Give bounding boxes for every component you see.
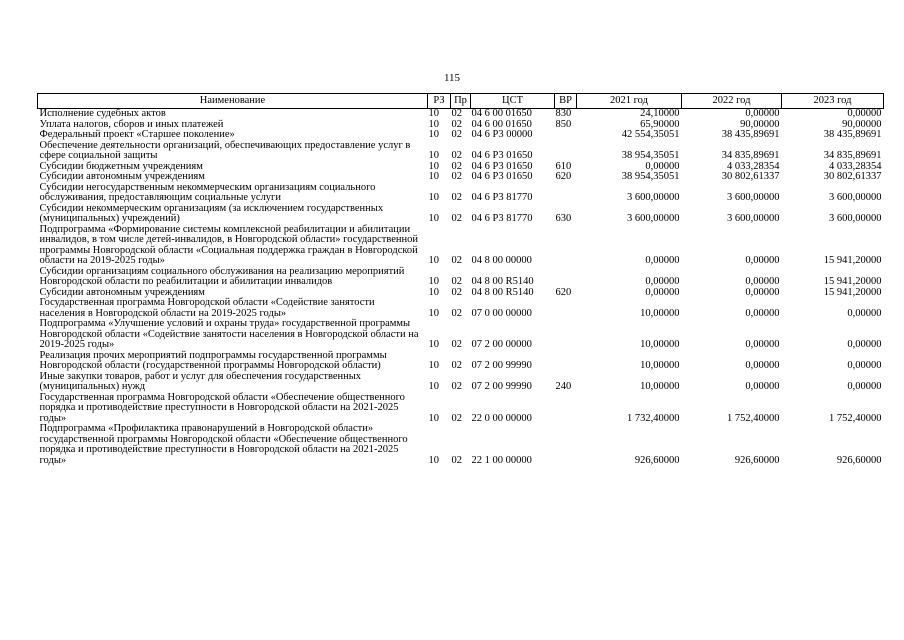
cell-2023: 30 802,61337 (823, 171, 882, 182)
cell-rz: 10 (428, 118, 439, 130)
cell-rz: 10 (428, 276, 439, 287)
cell-pr: 02 (451, 192, 462, 203)
cell-pr: 02 (451, 339, 462, 350)
cell-pr: 02 (451, 276, 462, 287)
cell-pr: 02 (451, 160, 462, 172)
table-row (38, 424, 884, 466)
cell-vr (555, 393, 577, 425)
cell-vr (555, 351, 577, 372)
cell-2021: 42 554,35051 (621, 129, 680, 140)
table-row (38, 319, 884, 351)
cell-2023: 3 600,00000 (829, 192, 882, 203)
table-header-row (38, 94, 884, 109)
cell-vr (555, 183, 577, 204)
cell-cst: 07 2 00 00000 (471, 339, 532, 350)
cell-pr: 02 (451, 118, 462, 130)
cell-cst: 04 6 P3 81770 (471, 213, 533, 224)
cell-rz: 10 (428, 192, 439, 203)
cell-2021: 1 732,40000 (627, 412, 680, 424)
cell-vr (555, 130, 577, 141)
header-cst: ЦСТ (471, 94, 555, 109)
table-row (38, 225, 884, 267)
cell-rz: 10 (428, 339, 439, 350)
cell-2022: 90,00000 (740, 118, 780, 130)
header-2023: 2023 год (782, 94, 884, 109)
cell-pr: 02 (451, 213, 462, 224)
cell-name: Уплата налогов, сборов и иных платежей (39, 118, 224, 130)
cell-cst: 04 6 P3 81770 (471, 192, 533, 203)
cell-cst: 22 0 00 00000 (471, 412, 532, 424)
header-vr: ВР (555, 94, 577, 109)
cell-2022: 38 435,89691 (721, 129, 780, 140)
cell-rz: 10 (428, 171, 439, 182)
cell-2022: 926,60000 (734, 454, 780, 466)
cell-rz: 10 (428, 108, 439, 119)
cell-vr (555, 267, 577, 288)
cell-pr: 02 (451, 412, 462, 424)
cell-2022: 3 600,00000 (727, 192, 780, 203)
cell-pr: 02 (451, 150, 462, 161)
cell-2022: 34 835,89691 (721, 150, 780, 161)
cell-2022: 3 600,00000 (727, 213, 780, 224)
table-row (38, 109, 884, 120)
cell-pr: 02 (451, 360, 462, 371)
cell-rz: 10 (428, 360, 439, 371)
cell-2022: 4 033,28354 (727, 160, 780, 172)
cell-vr: 620 (555, 171, 572, 182)
cell-2021: 0,00000 (645, 160, 680, 172)
cell-pr: 02 (451, 255, 462, 266)
cell-vr (555, 225, 577, 267)
table-row (38, 393, 884, 425)
cell-2023: 15 941,20000 (823, 286, 882, 298)
table-row (38, 298, 884, 319)
cell-2023: 3 600,00000 (829, 213, 882, 224)
cell-2022: 0,00000 (745, 381, 780, 392)
cell-2021: 38 954,35051 (621, 150, 680, 161)
cell-name: Обеспечение деятельности организаций, обеспечивающих предоставление услуг в сфере социальной защиты (39, 139, 411, 161)
cell-cst: 07 2 00 99990 (471, 381, 532, 392)
cell-2023: 1 752,40000 (829, 412, 882, 424)
cell-name: Субсидии некоммерческим организациям (за исключением государственных (муниципальных) учреждений) (39, 202, 384, 224)
cell-vr: 630 (555, 213, 572, 224)
cell-cst: 04 6 00 01650 (471, 118, 532, 130)
cell-2021: 65,90000 (640, 118, 680, 130)
cell-2023: 0,00000 (847, 381, 882, 392)
table-row (38, 172, 884, 183)
table-row (38, 141, 884, 162)
cell-cst: 04 6 P3 01650 (471, 150, 533, 161)
table-row (38, 267, 884, 288)
cell-2021: 0,00000 (645, 286, 680, 298)
cell-pr: 02 (451, 171, 462, 182)
cell-2022: 0,00000 (745, 339, 780, 350)
cell-cst: 04 6 00 01650 (471, 108, 532, 119)
cell-pr: 02 (451, 129, 462, 140)
cell-name: Иные закупки товаров, работ и услуг для обеспечения государственных (муниципальных) нужд (39, 370, 362, 392)
cell-rz: 10 (428, 150, 439, 161)
cell-2023: 15 941,20000 (823, 276, 882, 287)
cell-cst: 04 8 00 00000 (471, 255, 532, 266)
cell-2023: 38 435,89691 (823, 129, 882, 140)
cell-2023: 15 941,20000 (823, 255, 882, 266)
cell-pr: 02 (451, 454, 462, 466)
header-rz: РЗ (428, 94, 451, 109)
cell-2021: 10,00000 (640, 360, 680, 371)
cell-2022: 0,00000 (745, 286, 780, 298)
cell-cst: 04 6 P3 01650 (471, 171, 533, 182)
cell-2021: 10,00000 (640, 381, 680, 392)
cell-rz: 10 (428, 412, 439, 424)
cell-name: Субсидии автономным учреждениям (39, 286, 205, 298)
cell-pr: 02 (451, 286, 462, 298)
cell-pr: 02 (451, 307, 462, 319)
cell-vr: 610 (555, 160, 572, 172)
cell-cst: 07 2 00 99990 (471, 360, 532, 371)
cell-2022: 0,00000 (745, 108, 780, 119)
cell-rz: 10 (428, 286, 439, 298)
cell-2021: 3 600,00000 (627, 192, 680, 203)
cell-rz: 10 (428, 255, 439, 266)
cell-name: Подпрограмма «Улучшение условий и охраны труда» государственной программы Новгородской области «Содействие занятости населения в Новгородской области на 2019-2025 годы» (39, 318, 419, 350)
cell-cst: 22 1 00 00000 (471, 454, 532, 466)
table-body (38, 109, 884, 467)
cell-rz: 10 (428, 213, 439, 224)
cell-name: Подпрограмма «Формирование системы комплексной реабилитации и абилитации инвалидов, в том числе детей-инвалидов, в Новгородской области» государственной программы Новгородской области «Социальная поддержка граждан в Новгородской области на 2019-2025 годы» (39, 223, 418, 266)
cell-cst: 04 6 P3 01650 (471, 160, 533, 172)
cell-vr: 620 (555, 286, 572, 298)
cell-rz: 10 (428, 454, 439, 466)
cell-2023: 0,00000 (847, 360, 882, 371)
cell-name: Субсидии негосударственным некоммерческим организациям социального обслуживания, предоставляющим социальные услуги (39, 181, 376, 203)
cell-vr: 830 (555, 108, 572, 119)
cell-pr: 02 (451, 381, 462, 392)
cell-2021: 10,00000 (640, 307, 680, 319)
cell-2021: 0,00000 (645, 255, 680, 266)
cell-2023: 90,00000 (842, 118, 882, 130)
header-2022: 2022 год (682, 94, 782, 109)
cell-cst: 07 0 00 00000 (471, 307, 532, 319)
cell-2023: 0,00000 (847, 339, 882, 350)
cell-vr (555, 141, 577, 162)
cell-name: Исполнение судебных актов (39, 108, 166, 119)
cell-pr: 02 (451, 108, 462, 119)
cell-name: Государственная программа Новгородской области «Обеспечение общественного порядка и противодействие преступности в Новгородской области на 2021-2025 годы» (39, 391, 405, 424)
cell-name: Субсидии автономным учреждениям (39, 171, 205, 182)
table-row (38, 351, 884, 372)
header-2021: 2021 год (577, 94, 682, 109)
cell-2022: 0,00000 (745, 307, 780, 319)
cell-2022: 0,00000 (745, 255, 780, 266)
cell-name: Реализация прочих мероприятий подпрограммы государственной программы Новгородской области (государственной программы Новгородской области) (39, 349, 387, 371)
cell-name: Субсидии организациям социального обслуживания на реализацию мероприятий Новгородской области по реабилитации и абилитации инвалидов (39, 265, 405, 287)
cell-2021: 38 954,35051 (621, 171, 680, 182)
cell-2023: 0,00000 (847, 108, 882, 119)
cell-name: Субсидии бюджетным учреждениям (39, 160, 203, 172)
cell-cst: 04 8 00 R5140 (471, 276, 534, 287)
table-row (38, 130, 884, 141)
cell-rz: 10 (428, 129, 439, 140)
header-pr: Пр (451, 94, 471, 109)
cell-2023: 4 033,28354 (829, 160, 882, 172)
cell-2021: 3 600,00000 (627, 213, 680, 224)
cell-2021: 24,10000 (640, 108, 680, 119)
cell-rz: 10 (428, 307, 439, 319)
cell-2022: 0,00000 (745, 360, 780, 371)
cell-2022: 1 752,40000 (727, 412, 780, 424)
cell-2023: 34 835,89691 (823, 150, 882, 161)
cell-rz: 10 (428, 160, 439, 172)
page-number: 115 (443, 72, 461, 84)
cell-2021: 10,00000 (640, 339, 680, 350)
cell-cst: 04 6 P3 00000 (471, 129, 533, 140)
header-name: Наименование (38, 94, 428, 109)
cell-name: Государственная программа Новгородской области «Содействие занятости населения в Новгородской области на 2019-2025 годы» (39, 297, 375, 319)
cell-2023: 0,00000 (847, 307, 882, 319)
cell-name: Федеральный проект «Старшее поколение» (39, 129, 235, 140)
cell-vr: 850 (555, 118, 572, 130)
cell-2022: 30 802,61337 (721, 171, 780, 182)
cell-vr (555, 298, 577, 319)
cell-2023: 926,60000 (836, 454, 882, 466)
cell-vr (555, 424, 577, 466)
cell-vr: 240 (555, 381, 572, 392)
cell-2021: 926,60000 (634, 454, 680, 466)
budget-table (37, 93, 884, 466)
table-row (38, 204, 884, 225)
cell-2021: 0,00000 (645, 276, 680, 287)
cell-2022: 0,00000 (745, 276, 780, 287)
cell-vr (555, 319, 577, 351)
cell-rz: 10 (428, 381, 439, 392)
cell-cst: 04 8 00 R5140 (471, 286, 534, 298)
table-row (38, 183, 884, 204)
table-row (38, 372, 884, 393)
cell-name: Подпрограмма «Профилактика правонарушений в Новгородской области» государственной программы Новгородской области «Обеспечение общественного порядка и противодействие преступности в Новгородской области на 2021-2025 годы» (39, 423, 408, 466)
